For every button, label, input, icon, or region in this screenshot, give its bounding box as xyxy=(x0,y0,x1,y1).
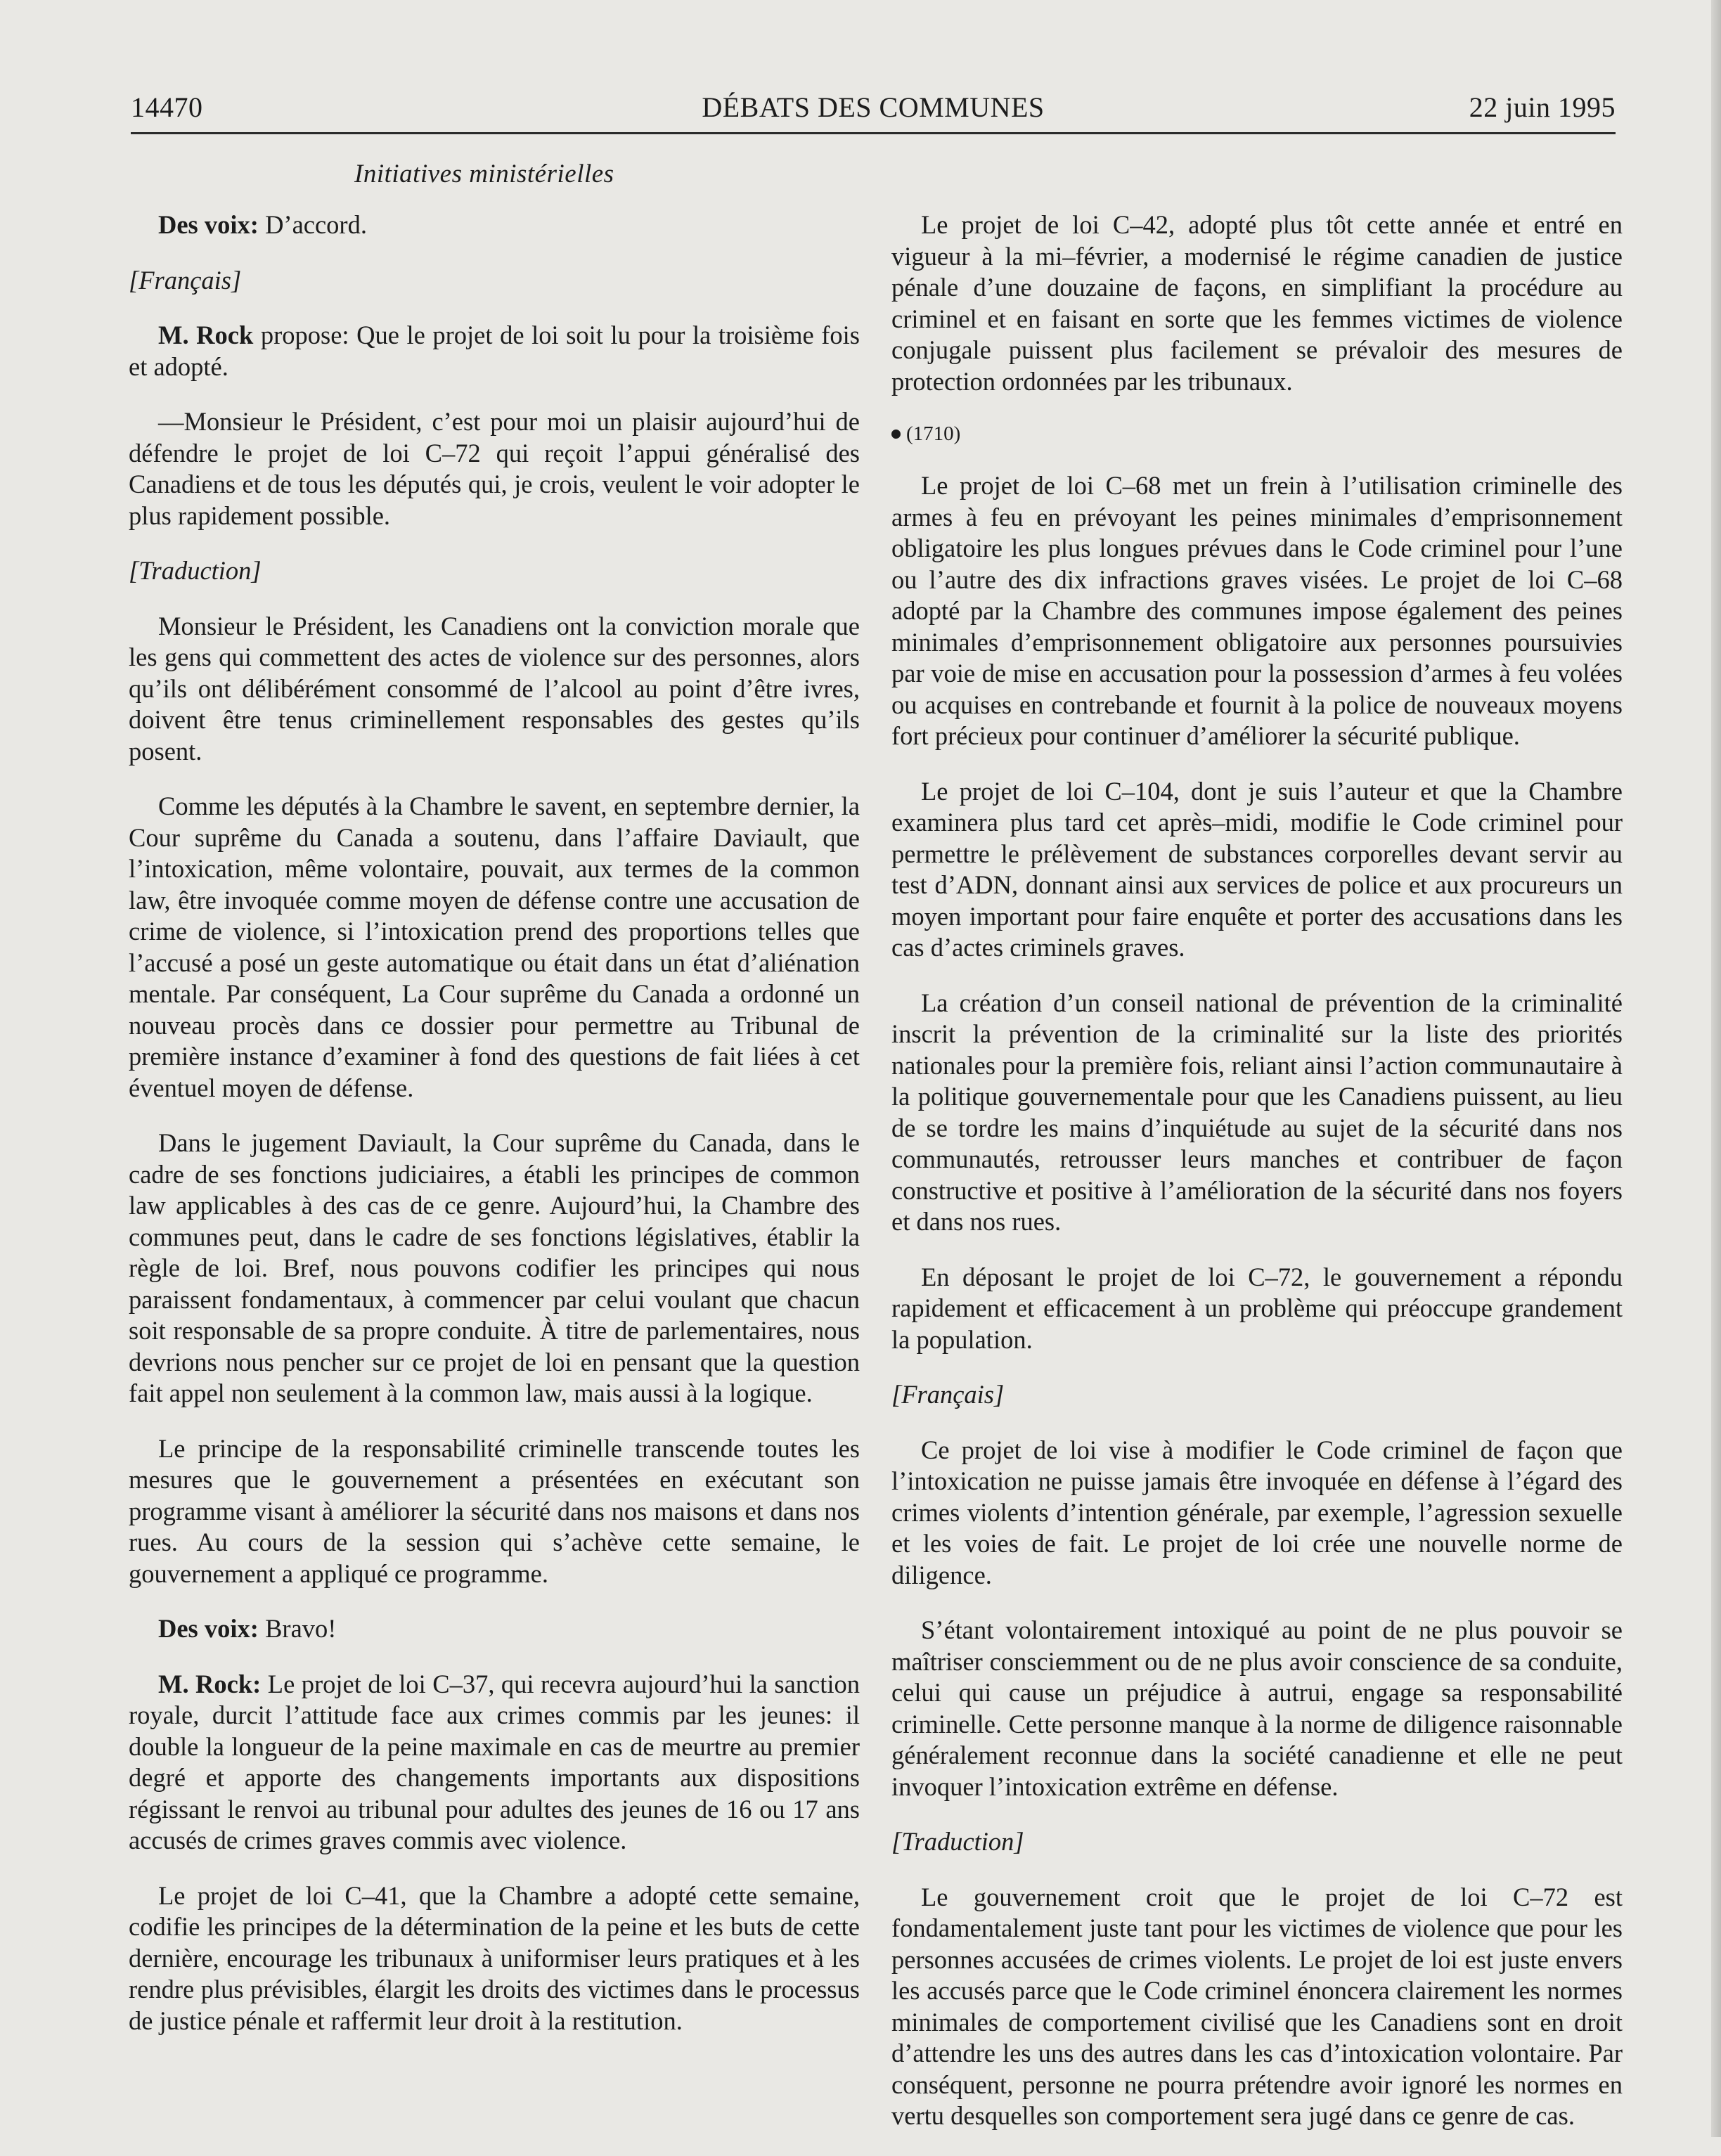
paragraph xyxy=(129,209,860,241)
paragraph xyxy=(129,1433,860,1590)
paragraph-text: Le projet de loi C–37, qui recevra aujourd’hui la sanction royale, durcit l’attitude face aux crimes commis par les jeunes: il double la longueur de la peine maximale en cas de meurtre au premier degré et apporte des changements importants aux dispositions régissant le renvoi au tribunal pour adultes des jeunes de 16 ou 17 ans accusés de crimes graves commis avec violence. xyxy=(129,1669,860,1854)
speaker-name: Des voix: xyxy=(158,1614,259,1643)
paragraph-text: Bravo! xyxy=(258,1614,337,1643)
language-marker: [Français] xyxy=(891,1380,1005,1409)
paragraph xyxy=(891,470,1623,752)
paragraph-text: En déposant le projet de loi C–72, le gouvernement a répondu rapidement et efficacement à un problème qui préoccupe grandement la population. xyxy=(891,1262,1623,1354)
issue-date: 22 juin 1995 xyxy=(1469,91,1616,123)
paragraph-text: Dans le jugement Daviault, la Cour suprême du Canada, dans le cadre de ses fonctions judiciaires, a établi les principes de common law applicables à des cas de ce genre. Aujourd’hui, la Chambre des communes peut, dans le cadre de ses fonctions législatives, établir la règle de loi. Bref, nous pouvons codifier les principes qui nous paraissent fondamentaux, à commencer par celui voulant que chacun soit responsable de sa propre conduite. À titre de parlementaires, nous devrions nous pencher sur ce projet de loi en pensant que la question fait appel non seulement à la common law, mais aussi à la logique. xyxy=(129,1128,860,1407)
paragraph-text: Monsieur le Président, les Canadiens ont la conviction morale que les gens qui commettent des actes de violence sur des personnes, alors qu’ils ont délibérément consommé de l’alcool au point d’être ivres, doivent être tenus criminellement responsables des gestes qu’ils posent. xyxy=(129,611,860,766)
language-marker: [Traduction] xyxy=(891,1827,1024,1856)
paragraph-text: Comme les députés à la Chambre le savent, en septembre dernier, la Cour suprême du Canada a soutenu, dans l’affaire Daviault, que l’intoxication, même volontaire, pouvait, aux termes de la common law, être invoquée comme moyen de défense contre une accusation de crime de violence, si l’intoxication prend des proportions telles que l’accusé a posé un geste automatique ou était dans un état d’aliénation mentale. Par conséquent, La Cour suprême du Canada a ordonné un nouveau procès dans ce dossier pour permettre au Tribunal de première instance d’examiner à fond des questions de fait liées à cet éventuel moyen de défense. xyxy=(129,792,860,1102)
language-marker: [Français] xyxy=(129,265,242,295)
running-head xyxy=(131,90,1616,134)
paragraph-text: Le principe de la responsabilité criminelle transcende toutes les mesures que le gouvernement a présentées en exécutant son programme visant à améliorer la sécurité dans nos maisons et dans nos rues. Au cours de la session qui s’achève cette semaine, le gouvernement a appliqué ce programme. xyxy=(129,1433,860,1588)
paragraph xyxy=(129,1669,860,1857)
paragraph-text: D’accord. xyxy=(258,210,367,239)
paragraph xyxy=(891,1882,1623,2132)
paragraph xyxy=(891,1615,1623,1802)
paragraph-text: —Monsieur le Président, c’est pour moi un plaisir aujourd’hui de défendre le projet de loi C–72 qui reçoit l’appui généralisé des Canadiens et de tous les députés qui, je crois, veulent le voir adopter le plus rapidement possible. xyxy=(129,407,860,530)
publication-title: DÉBATS DES COMMUNES xyxy=(702,91,1045,123)
section-title: Initiatives ministérielles xyxy=(354,160,614,188)
paragraph-text: La création d’un conseil national de prévention de la criminalité inscrit la prévention de la criminalité sur la liste des priorités nationales pour la première fois, reliant ainsi l’action communautaire à la politique gouvernementale pour que les Canadiens puissent, au lieu de se tordre les mains d’inquiétude au sujet de la sécurité dans nos communautés, retrousser leurs manches et contribuer de façon constructive et positive à l’amélioration de la sécurité dans nos foyers et dans nos rues. xyxy=(891,988,1623,1236)
paragraph xyxy=(129,791,860,1104)
paragraph xyxy=(129,611,860,768)
paragraph xyxy=(129,1880,860,2037)
paragraph xyxy=(891,1262,1623,1356)
paragraph-text: propose: Que le projet de loi soit lu pour la troisième fois et adopté. xyxy=(129,321,860,381)
paragraph xyxy=(891,776,1623,964)
speaker-name: Des voix: xyxy=(158,210,259,239)
left-column xyxy=(129,209,860,2060)
time-marker xyxy=(891,421,1623,446)
time-marker-text: (1710) xyxy=(906,422,961,445)
paragraph xyxy=(891,1435,1623,1592)
paragraph xyxy=(891,209,1623,397)
page-number: 14470 xyxy=(131,91,203,123)
paragraph-text: Le projet de loi C–42, adopté plus tôt cette année et entré en vigueur à la mi–février, a modernisé le régime canadien de justice pénale d’une douzaine de façons, en simplifiant la procédure au criminel et en faisant en sorte que les femmes victimes de violence conjugale puissent plus facilement se prévaloir des mesures de protection ordonnées par les tribunaux. xyxy=(891,210,1623,396)
paragraph xyxy=(129,320,860,382)
paragraph-text: Le gouvernement croit que le projet de loi C–72 est fondamentalement juste tant pour les victimes de violence que pour les personnes accusées de crimes violents. Le projet de loi est juste envers les accusés parce que le Code criminel énoncera clairement les normes minimales de comportement civilisé que les Canadiens sont en droit d’attendre les uns des autres dans les cas d’intoxication volontaire. Par conséquent, personne ne pourra prétendre avoir ignoré les normes en vertu desquelles son comportement sera jugé dans ce genre de cas. xyxy=(891,1882,1623,2130)
paragraph-text: S’étant volontairement intoxiqué au point de ne plus pouvoir se maîtriser consciemment ou de ne plus avoir conscience de sa conduite, celui qui cause un préjudice à autrui, engage sa responsabilité criminelle. Cette personne manque à la norme de diligence raisonnable généralement reconnue dans la société canadienne et elle ne peut invoquer l’intoxication extrême en défense. xyxy=(891,1615,1623,1801)
paragraph-text: Le projet de loi C–68 met un frein à l’utilisation criminelle des armes à feu en prévoyant les peines minimales d’emprisonnement obligatoire les plus longues prévues dans le Code criminel pour l’une ou l’autre des dix infractions graves visées. Le projet de loi C–68 adopté par la Chambre des communes impose également des peines minimales d’emprisonnement obligatoire aux personnes poursuivies par voie de mise en accusation pour la possession d’armes à feu volées ou acquises en contrebande et fournit à la police de nouveaux moyens fort précieux pour continuer d’améliorer la sécurité publique. xyxy=(891,471,1623,750)
paragraph xyxy=(891,988,1623,1238)
paragraph-text: Le projet de loi C–104, dont je suis l’auteur et que la Chambre examinera plus tard cet après–midi, modifie le Code criminel pour permettre le prélèvement de substances corporelles devant servir au test d’ADN, donnant ainsi aux services de police et aux procureurs un moyen important pour faire enquête et porter des accusations dans les cas d’actes criminels graves. xyxy=(891,776,1623,962)
speaker-name: M. Rock xyxy=(158,321,254,349)
paragraph xyxy=(129,1613,860,1645)
paragraph-text: Le projet de loi C–41, que la Chambre a adopté cette semaine, codifie les principes de la détermination de la peine et les buts de cette dernière, encourage les tribunaux à uniformiser leurs pratiques et à les rendre plus prévisibles, élargit les droits des victimes dans le processus de justice pénale et raffermit leur droit à la restitution. xyxy=(129,1880,860,2035)
bullet-icon xyxy=(891,430,901,439)
paragraph-text: Ce projet de loi vise à modifier le Code criminel de façon que l’intoxication ne puisse jamais être invoquée en défense à l’égard des crimes violents d’intention générale, par exemple, l’agression sexuelle et les voies de fait. Le projet de loi crée une nouvelle norme de diligence. xyxy=(891,1435,1623,1589)
speaker-name: M. Rock: xyxy=(158,1669,262,1698)
right-column xyxy=(891,209,1623,2156)
paragraph xyxy=(129,1128,860,1409)
paragraph xyxy=(129,406,860,531)
language-marker: [Traduction] xyxy=(129,556,262,585)
